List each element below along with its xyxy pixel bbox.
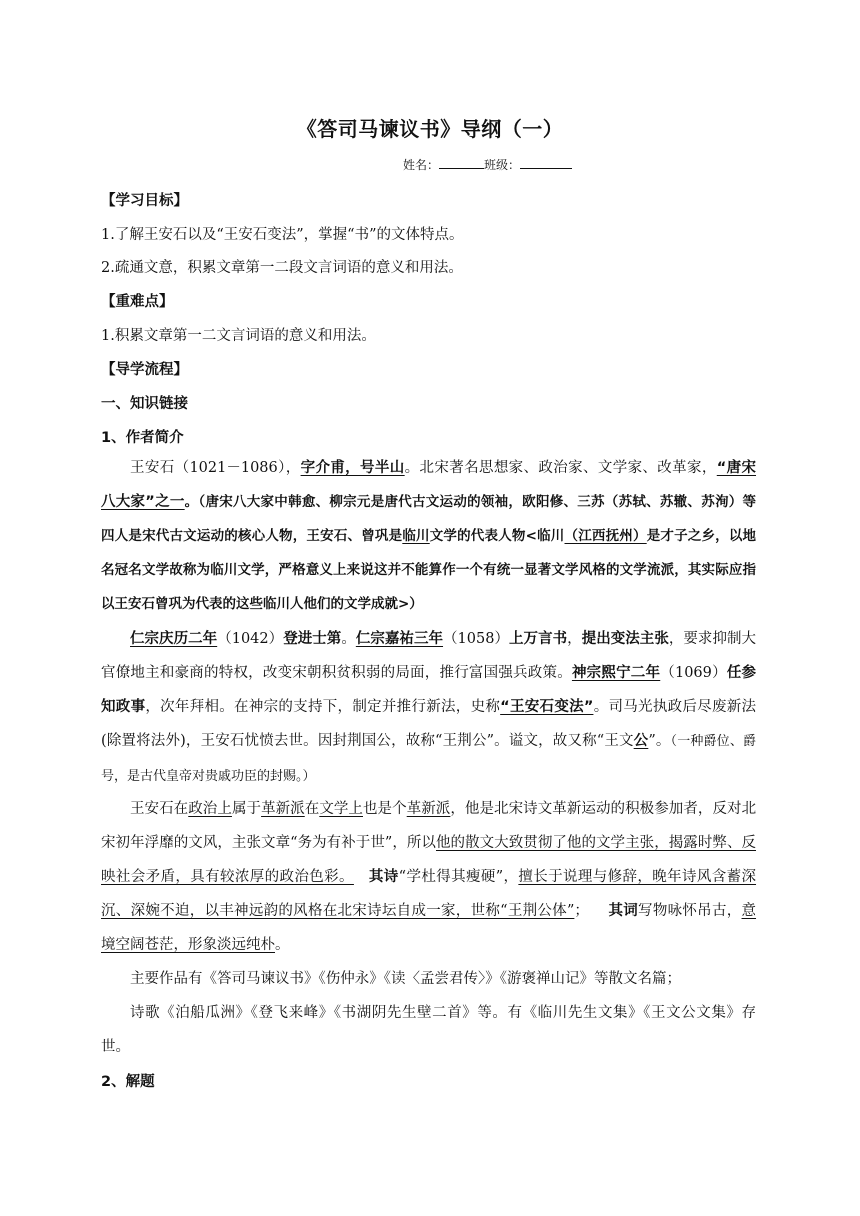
works-paragraph: 主要作品有《答司马谏议书》《伤仲永》《读〈孟尝君传〉》《游褒禅山记》等散文名篇；	[130, 971, 681, 987]
key-event-text: 上万言书	[509, 631, 568, 647]
eight-masters-text: “唐宋八大家”之一	[101, 460, 757, 510]
note-text: 。（唐宋八大家中韩愈、柳宗元是唐代古文运动的领袖，欧阳修、三苏（苏轼、苏辙、苏洵）等四人是宋代古文运动的核心人物，王安石、曾巩是	[101, 494, 757, 544]
career-paragraph	[101, 622, 756, 794]
year-text: （1069）	[660, 665, 727, 681]
gong-text: 公	[633, 733, 649, 749]
section-knowledge-heading: 一、知识链接	[101, 396, 188, 412]
text-span: 也是个	[363, 801, 407, 817]
text-span: 属于	[231, 801, 262, 817]
underlined-text: 革新派	[261, 801, 305, 817]
underlined-text: 文学上	[319, 801, 363, 817]
underlined-text: 政治上	[188, 801, 232, 817]
date-text: 仁宗庆历二年	[130, 631, 218, 647]
text-span: 在	[304, 801, 320, 817]
text-span: ；	[574, 903, 589, 919]
underlined-text: 革新派	[406, 801, 451, 817]
author-heading: 1、作者简介	[101, 430, 184, 446]
text-span: “学杜得其瘦硬”，	[398, 869, 519, 885]
text-span: 。	[341, 631, 356, 647]
reform-name-text: “王安石变法”	[500, 699, 594, 715]
section-title-explanation-heading: 2、解题	[101, 1074, 155, 1090]
class-blank[interactable]	[520, 156, 572, 169]
text-span: 。司马光执政后尽废新法(除置将法外)，王安石忧愤去世。因封荆国公，故称“王荆公”。谥文，故又称“王文	[101, 699, 757, 749]
key-event-text: 任参知政事	[101, 665, 757, 715]
text-span: 。	[275, 937, 290, 953]
name-label: 姓名：	[403, 158, 440, 172]
underlined-text: 他的散文大致贯彻了他的文学主张，揭露时弊、反映社会矛盾，具有较浓厚的政治色彩。	[101, 835, 756, 885]
text-span: 写物咏怀吊古，	[638, 903, 742, 919]
note-text: （一种爵位、爵号，是古代皇帝对贵戚功臣的封赐。）	[101, 734, 756, 784]
note-text: 文学的代表人物<临川	[429, 528, 565, 544]
text-span: ，	[567, 631, 582, 647]
key-event-text: 提出变法主张	[581, 631, 669, 647]
poems-paragraph: 诗歌《泊船瓜洲》《登飞来峰》《书湖阴先生壁二首》等。有《临川先生文集》《王文公文集》存世。	[101, 1005, 756, 1055]
linchuan-text: 临川	[402, 528, 430, 544]
text-span: 王安石在	[130, 801, 189, 817]
note-text: 是才子之乡，以地名冠名文学故称为临川文学，严格意义上来说这并不能算作一个有统一显著文学风格的文学流派，其实际应指以王安石曾巩为代表的这些临川人他们的文学成就>）	[101, 528, 757, 612]
class-label: 班级：	[484, 158, 521, 172]
text-span: 。北宋著名思想家、政治家、文学家、改革家，	[404, 460, 717, 476]
ci-label: 其词	[608, 903, 639, 919]
document-title: 《答司马谏议书》导纲（一）	[296, 117, 564, 141]
flow-heading: 【导学流程】	[101, 362, 188, 378]
literature-paragraph	[101, 792, 756, 962]
key-item-1: 1.积累文章第一二文言词语的意义和用法。	[101, 328, 376, 344]
goal-item-1: 1.了解王安石以及“王安石变法”，掌握“书”的文体特点。	[101, 227, 464, 243]
text-span: ”。	[648, 733, 671, 749]
text-span: ，次年拜相。在神宗的支持下，制定并推行新法，史称	[145, 699, 501, 715]
jiangxi-fuzhou-text: （江西抚州）	[564, 528, 647, 544]
key-heading: 【重难点】	[101, 294, 174, 310]
text-span: 王安石（1021－1086），	[130, 460, 301, 476]
author-intro-paragraph	[101, 451, 756, 621]
goal-item-2: 2.疏通文意，积累文章第一二段文言词语的意义和用法。	[101, 260, 463, 276]
text-span: ，要求抑制大官僚地主和豪商的特权，改变宋朝积贫积弱的局面，推行富国强兵政策。	[101, 631, 757, 681]
year-text: （1058）	[443, 631, 510, 647]
date-text: 神宗熙宁二年	[571, 665, 661, 681]
courtesy-name-text: 字介甫，号半山	[300, 460, 405, 476]
poetry-label: 其诗	[368, 869, 399, 885]
underlined-text: 意境空阔苍茫，形象淡远纯朴	[101, 903, 757, 953]
key-event-text: 登进士第	[283, 631, 342, 647]
underlined-text: 擅长于说理与修辞，晚年诗风含蓄深沉、深婉不迫，以丰神远韵的风格在北宋诗坛自成一家，世称“王荆公体”	[101, 869, 757, 919]
year-text: （1042）	[217, 631, 284, 647]
name-blank[interactable]	[439, 156, 484, 169]
goals-heading: 【学习目标】	[101, 193, 188, 209]
student-info-line	[403, 156, 572, 173]
text-span: ，他是北宋诗文革新运动的积极参加者，反对北宋初年浮靡的文风，主张文章“务为有补于世”，所以	[101, 801, 757, 851]
date-text: 仁宗嘉祐三年	[355, 631, 444, 647]
